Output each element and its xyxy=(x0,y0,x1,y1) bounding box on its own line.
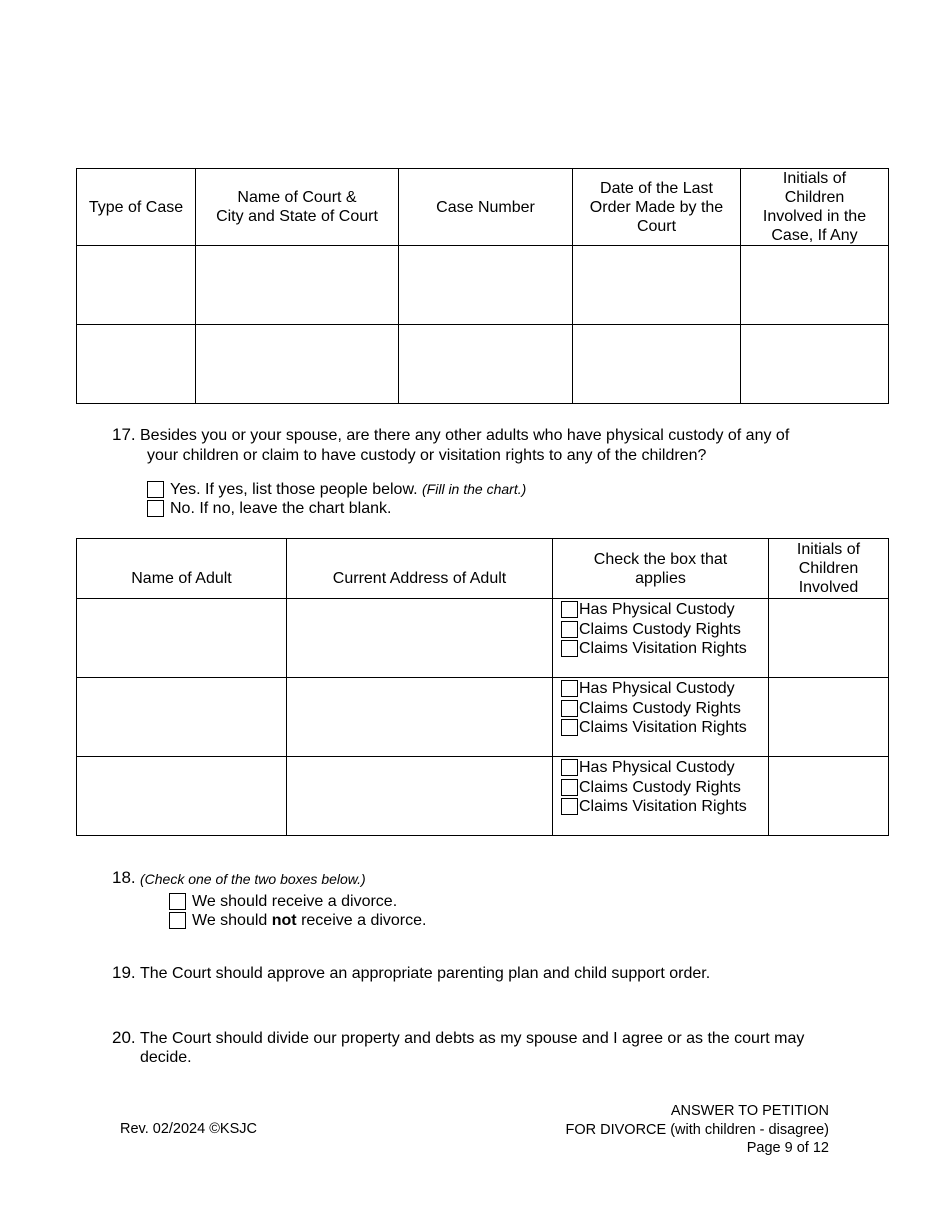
page-number: Page 9 of 12 xyxy=(746,1140,829,1156)
option-yes xyxy=(147,480,526,499)
table-cell[interactable] xyxy=(77,678,287,757)
receive-divorce-label: We should receive a divorce. xyxy=(192,893,398,910)
option-receive-divorce xyxy=(169,892,397,911)
table-cell[interactable] xyxy=(399,246,573,325)
table-row xyxy=(77,757,889,836)
receive-divorce-checkbox[interactable] xyxy=(169,893,186,910)
table-cell[interactable] xyxy=(196,246,399,325)
no-checkbox[interactable] xyxy=(147,500,164,517)
table-cell[interactable] xyxy=(741,325,889,404)
header-type-of-case: Type of Case xyxy=(77,169,196,246)
header-check-box: Check the box that applies xyxy=(553,539,769,599)
question-18-instruction: (Check one of the two boxes below.) xyxy=(140,871,366,887)
checkbox-label: Has Physical Custody xyxy=(579,601,735,619)
header-name-of-adult: Name of Adult xyxy=(77,539,287,599)
checkbox-label: Has Physical Custody xyxy=(579,680,735,698)
table-cell[interactable] xyxy=(769,678,889,757)
document-title-footer xyxy=(566,1102,830,1158)
table-header-row xyxy=(77,539,889,599)
yes-note: (Fill in the chart.) xyxy=(422,481,527,497)
has-physical-custody-checkbox[interactable] xyxy=(561,601,578,618)
yes-label: Yes. If yes, list those people below. xyxy=(170,481,418,498)
question-20 xyxy=(112,1028,136,1049)
footer-title-line-2: FOR DIVORCE (with children - disagree) xyxy=(565,1121,829,1138)
table-header-row xyxy=(77,169,889,246)
checkbox-label: Claims Custody Rights xyxy=(579,620,741,638)
table-cell[interactable] xyxy=(287,757,553,836)
question-number: 18. xyxy=(112,868,136,887)
table-row xyxy=(77,599,889,678)
claims-custody-rights-checkbox[interactable] xyxy=(561,779,578,796)
claims-visitation-rights-checkbox[interactable] xyxy=(561,719,578,736)
not-receive-divorce-label: We should not receive a divorce. xyxy=(192,912,427,929)
footer-title-line-1: ANSWER TO PETITION xyxy=(670,1103,829,1119)
header-current-address: Current Address of Adult xyxy=(287,539,553,599)
checkbox-label: Claims Custody Rights xyxy=(579,778,741,796)
checkbox-label: Claims Visitation Rights xyxy=(579,798,747,816)
header-initials-involved: Initials of Children Involved xyxy=(769,539,889,599)
checkbox-label: Has Physical Custody xyxy=(579,759,735,777)
option-not-receive-divorce xyxy=(169,911,426,930)
question-number: 20. xyxy=(112,1028,136,1047)
prior-cases-table xyxy=(76,168,889,404)
question-18 xyxy=(112,868,136,889)
question-19-text: The Court should approve an appropriate parenting plan and child support order. xyxy=(140,965,711,982)
question-20-line-1: The Court should divide our property and debts as my spouse and I agree or as the court may xyxy=(140,1030,805,1047)
checkbox-label: Claims Visitation Rights xyxy=(579,640,747,658)
option-no xyxy=(147,499,391,518)
table-cell[interactable] xyxy=(196,325,399,404)
header-initials-children: Initials of Children Involved in the Case, If Any xyxy=(741,169,889,246)
checkbox-label: Claims Visitation Rights xyxy=(579,719,747,737)
table-row xyxy=(77,246,889,325)
question-17-line-2: your children or claim to have custody or visitation rights to any of the children? xyxy=(147,447,707,464)
table-cell[interactable] xyxy=(573,246,741,325)
revision-note: Rev. 02/2024 ©KSJC xyxy=(120,1121,257,1137)
other-adults-table xyxy=(76,538,889,836)
question-17 xyxy=(112,425,136,446)
yes-checkbox[interactable] xyxy=(147,481,164,498)
question-17-line-1: Besides you or your spouse, are there any other adults who have physical custody of any of xyxy=(140,427,790,444)
table-cell[interactable] xyxy=(769,599,889,678)
question-19 xyxy=(112,963,136,984)
table-cell[interactable] xyxy=(77,599,287,678)
table-row xyxy=(77,325,889,404)
table-cell[interactable] xyxy=(573,325,741,404)
table-cell[interactable] xyxy=(77,757,287,836)
header-date-last-order: Date of the Last Order Made by the Court xyxy=(573,169,741,246)
table-row xyxy=(77,678,889,757)
table-cell[interactable] xyxy=(77,246,196,325)
not-receive-divorce-checkbox[interactable] xyxy=(169,912,186,929)
question-number: 17. xyxy=(112,425,136,444)
checkbox-label: Claims Custody Rights xyxy=(579,699,741,717)
claims-custody-rights-checkbox[interactable] xyxy=(561,621,578,638)
table-cell[interactable] xyxy=(769,757,889,836)
claims-visitation-rights-checkbox[interactable] xyxy=(561,798,578,815)
table-cell[interactable] xyxy=(741,246,889,325)
custody-checkboxes xyxy=(553,757,769,836)
has-physical-custody-checkbox[interactable] xyxy=(561,759,578,776)
has-physical-custody-checkbox[interactable] xyxy=(561,680,578,697)
custody-checkboxes xyxy=(553,678,769,757)
claims-visitation-rights-checkbox[interactable] xyxy=(561,640,578,657)
header-name-of-court: Name of Court & City and State of Court xyxy=(196,169,399,246)
table-cell[interactable] xyxy=(287,599,553,678)
table-cell[interactable] xyxy=(399,325,573,404)
no-label: No. If no, leave the chart blank. xyxy=(170,500,392,517)
question-number: 19. xyxy=(112,963,136,982)
table-cell[interactable] xyxy=(287,678,553,757)
claims-custody-rights-checkbox[interactable] xyxy=(561,700,578,717)
custody-checkboxes xyxy=(553,599,769,678)
table-cell[interactable] xyxy=(77,325,196,404)
header-case-number: Case Number xyxy=(399,169,573,246)
question-20-line-2: decide. xyxy=(140,1049,192,1066)
